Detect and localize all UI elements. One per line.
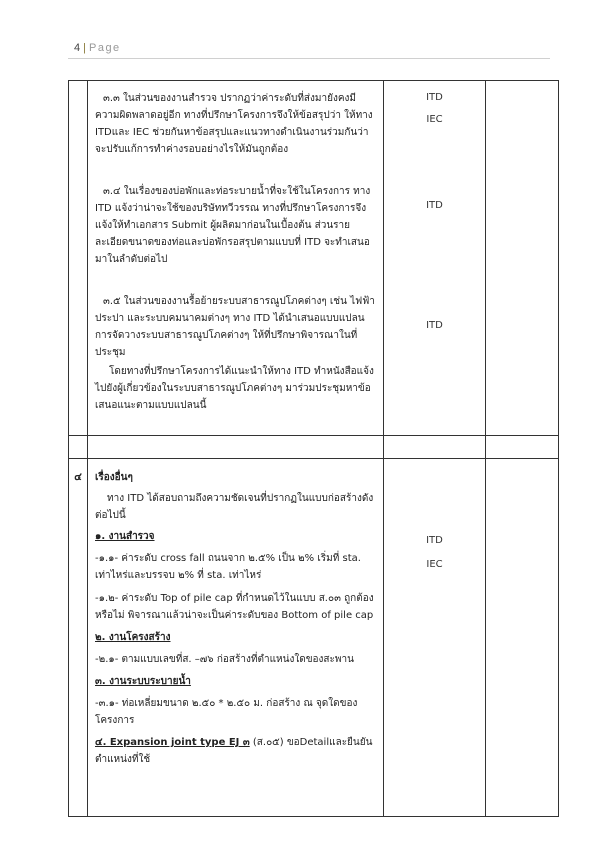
table-row bbox=[69, 81, 559, 436]
paragraph-3-5: ๓.๕ ในส่วนของงานรื้อย้ายระบบสาธารณูปโภคต่างๆ เช่น ไฟฟ้า ประปา และระบบคมนาคมต่างๆ ทาง ITD ได้นำเสนอแบบแปลนการจัดวางระบบสาธารณูปโภคต่างๆ ให้ที่ปรึกษาพิจารณาในที่ประชุม bbox=[95, 296, 375, 358]
paragraph-advice: โดยทางที่ปรึกษาโครงการได้แนะนำให้ทาง ITD ทำหนังสือแจ้งไปยังผู้เกี่ยวข้องในระบบสาธารณูปโภคต่างๆ มาร่วมประชุมหาข้อเสนอแนะตามแบบแปลนนี้ bbox=[95, 366, 374, 411]
topic-cell bbox=[88, 459, 384, 817]
row-number: ๔ bbox=[69, 459, 88, 817]
note-cell bbox=[486, 81, 559, 436]
page-number: 4 bbox=[74, 42, 81, 54]
responsible-cell bbox=[384, 81, 486, 436]
topic-cell bbox=[88, 81, 384, 436]
expansion-joint-title: ๔. Expansion joint type EJ ๓ bbox=[95, 737, 250, 748]
survey-item-2: -๑.๒- ค่าระดับ Top of pile cap ที่กำหนดไว้ในแบบ ส.๐๓ ถูกต้องหรือไม่ พิจารณาแล้วน่าจะเป็นค่าระดับของ Bottom of pile cap bbox=[95, 593, 374, 621]
row-title: เรื่องอื่นๆ bbox=[95, 472, 133, 483]
resp-iec: IEC bbox=[426, 114, 443, 125]
header-rule bbox=[68, 58, 550, 59]
resp-itd: ITD bbox=[426, 200, 443, 211]
section-structure-title: ๒. งานโครงสร้าง bbox=[95, 632, 171, 643]
section-survey-title: ๑. งานสำรวจ bbox=[95, 531, 155, 542]
section-drainage-title: ๓. งานระบบระบายน้ำ bbox=[95, 676, 191, 687]
table-row bbox=[69, 459, 559, 817]
resp-itd: ITD bbox=[426, 92, 443, 103]
minutes-table bbox=[68, 80, 559, 817]
page-header bbox=[74, 42, 121, 54]
expansion-joint-detail: (ส.๐๕) ขอDetailและยืนยันตำแหน่งที่ใช้ bbox=[95, 737, 373, 765]
survey-item-1: -๑.๑- ค่าระดับ cross fall ถนนจาก ๒.๕% เป็น ๒% เริ่มที่ sta. เท่าไหร่และบรรจบ ๒% ที่ sta. เท่าไหร่ bbox=[95, 553, 361, 581]
intro-paragraph: ทาง ITD ได้สอบถามถึงความชัดเจนที่ปรากฏในแบบก่อสร้างดังต่อไปนี้ bbox=[95, 493, 374, 521]
paragraph-3-3: ๓.๓ ในส่วนของงานสำรวจ ปรากฏว่าค่าระดับที่ส่งมายังคงมีความผิดพลาดอยู่อีก ทางที่ปรึกษาโครงการจึงให้ข้อสรุปว่า ให้ทาง ITDและ IEC ช่วยกันหาข้อสรุปและแนวทางดำเนินงานร่วมกันว่าจะปรับแก้การทำค่างรอบอย่างไรให้มันถูกต้อง bbox=[95, 93, 373, 155]
expansion-joint-item bbox=[95, 734, 379, 768]
drainage-item-1: -๓.๑- ท่อเหลี่ยมขนาด ๒.๕๐ * ๒.๕๐ ม. ก่อสร้าง ณ จุดใดของโครงการ bbox=[95, 698, 358, 726]
page-word: Page bbox=[88, 42, 121, 54]
number-cell bbox=[69, 81, 88, 436]
resp-itd: ITD bbox=[426, 320, 443, 331]
structure-item-1: -๒.๑- ตามแบบเลขที่ส. –๗๖ ก่อสร้างที่ตำแหน่งใดของสะพาน bbox=[95, 654, 354, 665]
header-separator: | bbox=[83, 42, 86, 54]
resp-iec: IEC bbox=[426, 559, 443, 570]
note-cell bbox=[486, 459, 559, 817]
paragraph-3-4: ๓.๔ ในเรื่องของบ่อพักและท่อระบายน้ำที่จะใช้ในโครงการ ทาง ITD แจ้งว่าน่าจะใช้ของบริษัททวีวรรณ ทางที่ปรึกษาโครงการจึงแจ้งให้ทำเอกสาร Submit ผู้ผลิตมาก่อนในเบื้องต้น ส่วนรายละเอียดขนาดของท่อและบ่อพักรอสรุปตามแบบที่ ITD จะทำเสนอมาในลำดับต่อไป bbox=[95, 186, 371, 265]
table-row bbox=[69, 436, 559, 459]
resp-itd: ITD bbox=[426, 535, 443, 546]
responsible-cell bbox=[384, 459, 486, 817]
